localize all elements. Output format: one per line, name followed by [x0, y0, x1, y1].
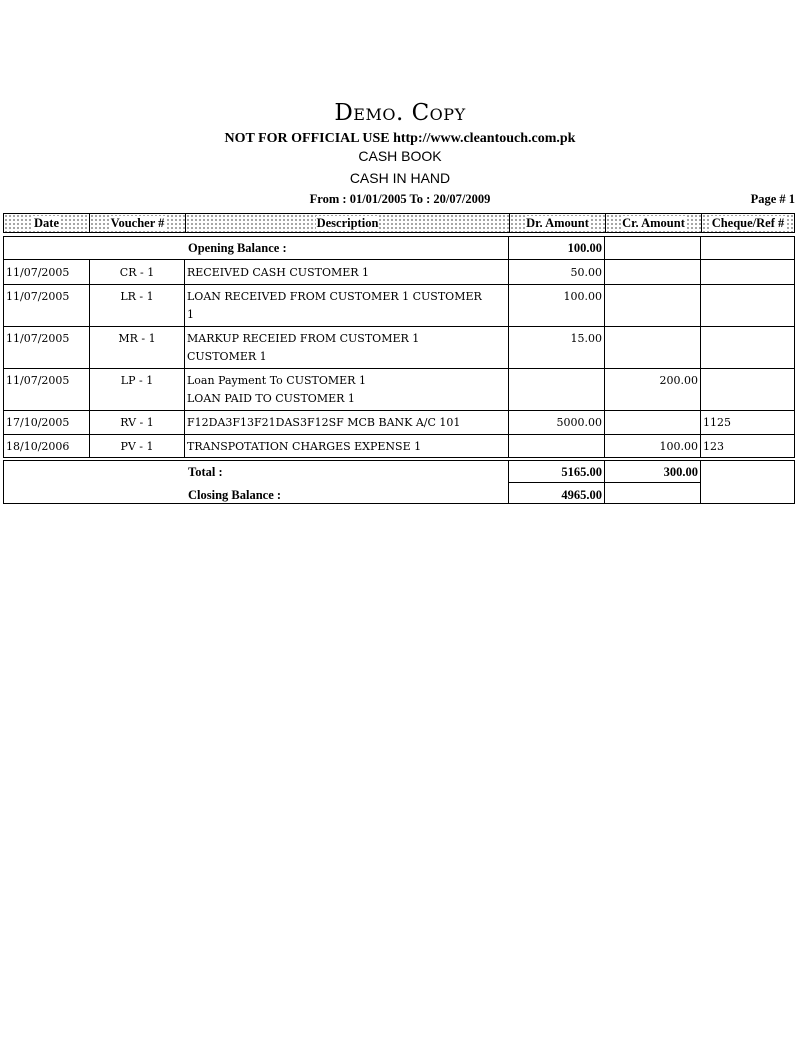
column-header-date: Date	[4, 214, 90, 232]
column-header-voucher: Voucher #	[90, 214, 186, 232]
row-cr-amount: 100.00	[659, 440, 698, 453]
row-description-line2: CUSTOMER 1	[187, 350, 267, 363]
row-date: 11/07/2005	[6, 332, 70, 345]
closing-balance-amount: 4965.00	[561, 488, 602, 502]
official-use-notice: NOT FOR OFFICIAL USE http://www.cleantouch.com.pk	[224, 131, 576, 146]
row-voucher: MR - 1	[118, 332, 156, 345]
row-description: TRANSPOTATION CHARGES EXPENSE 1	[187, 440, 422, 453]
row-voucher: LR - 1	[120, 290, 154, 303]
row-description: Loan Payment To CUSTOMER 1	[187, 374, 366, 387]
row-voucher: RV - 1	[120, 416, 154, 429]
row-date: 11/07/2005	[6, 374, 70, 387]
total-label: Total :	[188, 465, 223, 479]
column-header-cr-amount: Cr. Amount	[606, 214, 702, 232]
opening-balance-label: Opening Balance :	[188, 241, 287, 255]
page-number: Page # 1	[750, 192, 795, 206]
row-dr-amount: 5000.00	[556, 416, 602, 429]
row-voucher: CR - 1	[119, 266, 155, 279]
row-date: 11/07/2005	[6, 290, 70, 303]
row-cr-amount: 200.00	[659, 374, 698, 387]
total-dr-amount: 5165.00	[561, 465, 602, 479]
row-dr-amount: 100.00	[563, 290, 602, 303]
column-header-description: Description	[186, 214, 510, 232]
row-description: F12DA3F13F21DAS3F12SF MCB BANK A/C 101	[187, 416, 461, 429]
watermark-title: Demo. Copy	[334, 100, 466, 126]
closing-balance-label: Closing Balance :	[188, 488, 282, 502]
row-description: LOAN RECEIVED FROM CUSTOMER 1 CUSTOMER	[187, 290, 482, 303]
total-cr-amount: 300.00	[663, 465, 698, 479]
row-dr-amount: 15.00	[570, 332, 602, 345]
opening-balance-row	[3, 236, 795, 260]
column-header-cheque-ref: Cheque/Ref #	[702, 214, 794, 232]
date-range: From : 01/01/2005 To : 20/07/2009	[309, 192, 491, 206]
row-voucher: LP - 1	[120, 374, 154, 387]
row-dr-amount: 50.00	[570, 266, 602, 279]
column-header-dr-amount: Dr. Amount	[510, 214, 606, 232]
row-cheque-ref: 1125	[703, 416, 731, 429]
table-header	[3, 213, 795, 233]
row-cheque-ref: 123	[703, 440, 724, 453]
row-description-line2: 1	[187, 308, 194, 321]
opening-balance-amount: 100.00	[567, 241, 602, 255]
report-title: CASH BOOK	[358, 148, 442, 164]
row-date: 18/10/2006	[6, 440, 70, 453]
row-description: RECEIVED CASH CUSTOMER 1	[187, 266, 370, 279]
account-title: CASH IN HAND	[349, 170, 451, 186]
row-voucher: PV - 1	[120, 440, 154, 453]
row-date: 17/10/2005	[6, 416, 70, 429]
row-description: MARKUP RECEIED FROM CUSTOMER 1	[187, 332, 420, 345]
row-description-line2: LOAN PAID TO CUSTOMER 1	[187, 392, 355, 405]
row-date: 11/07/2005	[6, 266, 70, 279]
